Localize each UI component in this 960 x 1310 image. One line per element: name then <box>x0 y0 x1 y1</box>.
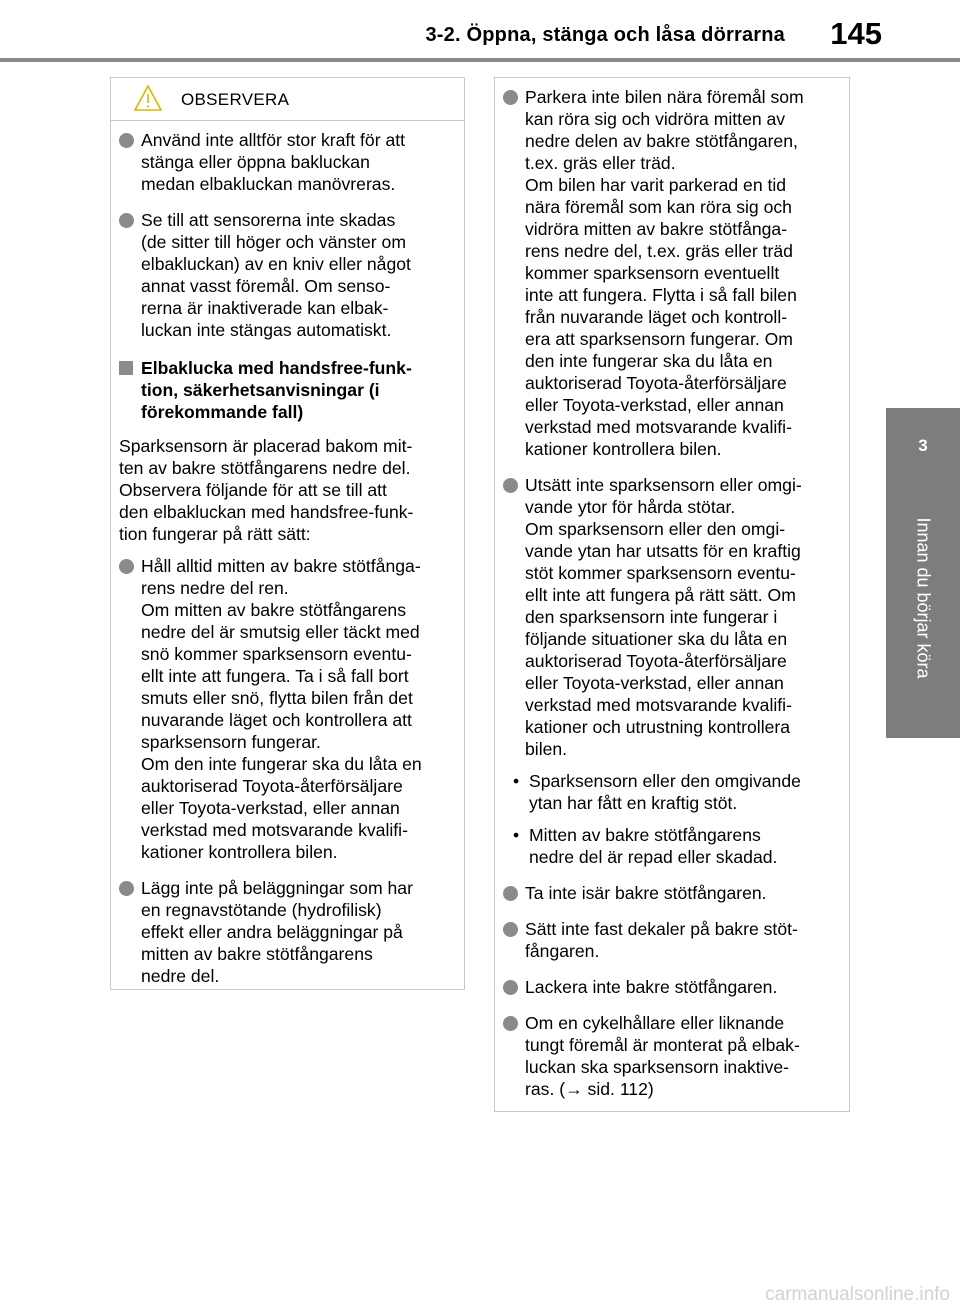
notice-box-left <box>110 77 465 990</box>
bullet-icon <box>119 213 134 228</box>
page-header <box>0 0 960 62</box>
dash-bullet-icon: • <box>513 825 520 845</box>
list-item: Lägg inte på beläggningar som har en regnavstötande (hydrofilisk) effekt eller andra beläggningar på mitten av bakre stötfångarens nedre del. <box>119 877 454 987</box>
bullet-icon <box>119 881 134 896</box>
sub-list-item: • Mitten av bakre stötfångarens nedre del är repad eller skadad. <box>513 825 778 867</box>
chapter-tab <box>886 408 960 738</box>
list-item: Parkera inte bilen nära föremål som kan röra sig och vidröra mitten av nedre delen av bakre stötfångaren, t.ex. gräs eller träd. Om bilen har varit parkerad en tid nära föremål som kan röra sig och vidröra mitten av bakre stötfånga- rens nedre del, t.ex. gräs eller träd kommer sparksensorn eventuellt inte att fungera. Flytta i så fall bilen från nuvarande läget och kontroll- era att sparksensorn fungerar. Om den inte fungerar ska du låta en auktoriserad Toyota-återförsäljare eller Toyota-verkstad, eller annan verkstad med motsvarande kvalifi- kationer kontrollera bilen. <box>503 86 839 460</box>
bullet-icon <box>503 1016 518 1031</box>
chapter-number: 3 <box>918 436 928 455</box>
page-number: 145 <box>830 16 882 51</box>
warning-triangle-icon <box>133 84 163 112</box>
list-item: Om en cykelhållare eller liknande tungt föremål är monterat på elbak- luckan ska sparksensorn inaktive- ras. (→ sid. 112) <box>503 1012 839 1100</box>
section-heading: Elbaklucka med handsfree-funk- tion, säkerhetsanvisningar (i förekommande fall) <box>119 357 454 423</box>
bullet-icon <box>503 980 518 995</box>
body-paragraph: Sparksensorn är placerad bakom mit- ten av bakre stötfångarens nedre del. Observera följande för att se till att den elbakluckan med handsfree-funk- tion fungerar på rätt sätt: <box>119 436 414 544</box>
notice-header <box>111 78 464 121</box>
page-reference-link[interactable]: ras. (→ sid. 112) <box>525 1079 654 1099</box>
bullet-icon <box>503 90 518 105</box>
list-item: Lackera inte bakre stötfångaren. <box>503 976 839 998</box>
list-item: Håll alltid mitten av bakre stötfånga- rens nedre del ren. Om mitten av bakre stötfångarens nedre del är smutsig eller täckt med snö kommer sparksensorn eventu- ellt inte att fungera. Ta i så fall bort smuts eller snö, flytta bilen från det nuvarande läget och kontrollera att sparksensorn fungerar. Om den inte fungerar ska du låta en auktoriserad Toyota-återförsäljare eller Toyota-verkstad, eller annan verkstad med motsvarande kvalifi- kationer kontrollera bilen. <box>119 555 454 863</box>
watermark: carmanualsonline.info <box>765 1284 950 1305</box>
bullet-icon <box>119 133 134 148</box>
list-item: Se till att sensorerna inte skadas (de sitter till höger och vänster om elbakluckan) av en kniv eller något annat vasst föremål. Om senso- rerna är inaktiverade kan elbak- luckan inte stängas automatiskt. <box>119 209 454 341</box>
list-item: Sätt inte fast dekaler på bakre stöt- fångaren. <box>503 918 839 962</box>
section-title: 3-2. Öppna, stänga och låsa dörrarna <box>425 24 785 46</box>
sub-list-item: • Sparksensorn eller den omgivande ytan har fått en kraftig stöt. <box>513 771 801 813</box>
bullet-icon <box>503 922 518 937</box>
heading-square-icon <box>119 361 133 375</box>
notice-label: OBSERVERA <box>181 90 290 109</box>
list-item: Använd inte alltför stor kraft för att stänga eller öppna bakluckan medan elbakluckan manövreras. <box>119 129 454 195</box>
list-item: Utsätt inte sparksensorn eller omgi- vande ytor för hårda stötar. Om sparksensorn eller den omgi- vande ytan har utsatts för en kraftig stöt kommer sparksensorn eventu- ellt inte att fungera på rätt sätt. Om den sparksensorn inte fungerar i följande situationer ska du låta en auktoriserad Toyota-återförsäljare eller Toyota-verkstad, eller annan verkstad med motsvarande kvalifi- kationer och utrustning kontrollera bilen. <box>503 474 839 760</box>
bullet-icon <box>503 478 518 493</box>
header-divider <box>0 58 960 62</box>
dash-bullet-icon: • <box>513 771 520 791</box>
notice-box-right <box>494 77 850 1112</box>
bullet-icon <box>503 886 518 901</box>
list-item: Ta inte isär bakre stötfångaren. <box>503 882 839 904</box>
chapter-label: Innan du börjar köra <box>913 517 934 679</box>
bullet-icon <box>119 559 134 574</box>
